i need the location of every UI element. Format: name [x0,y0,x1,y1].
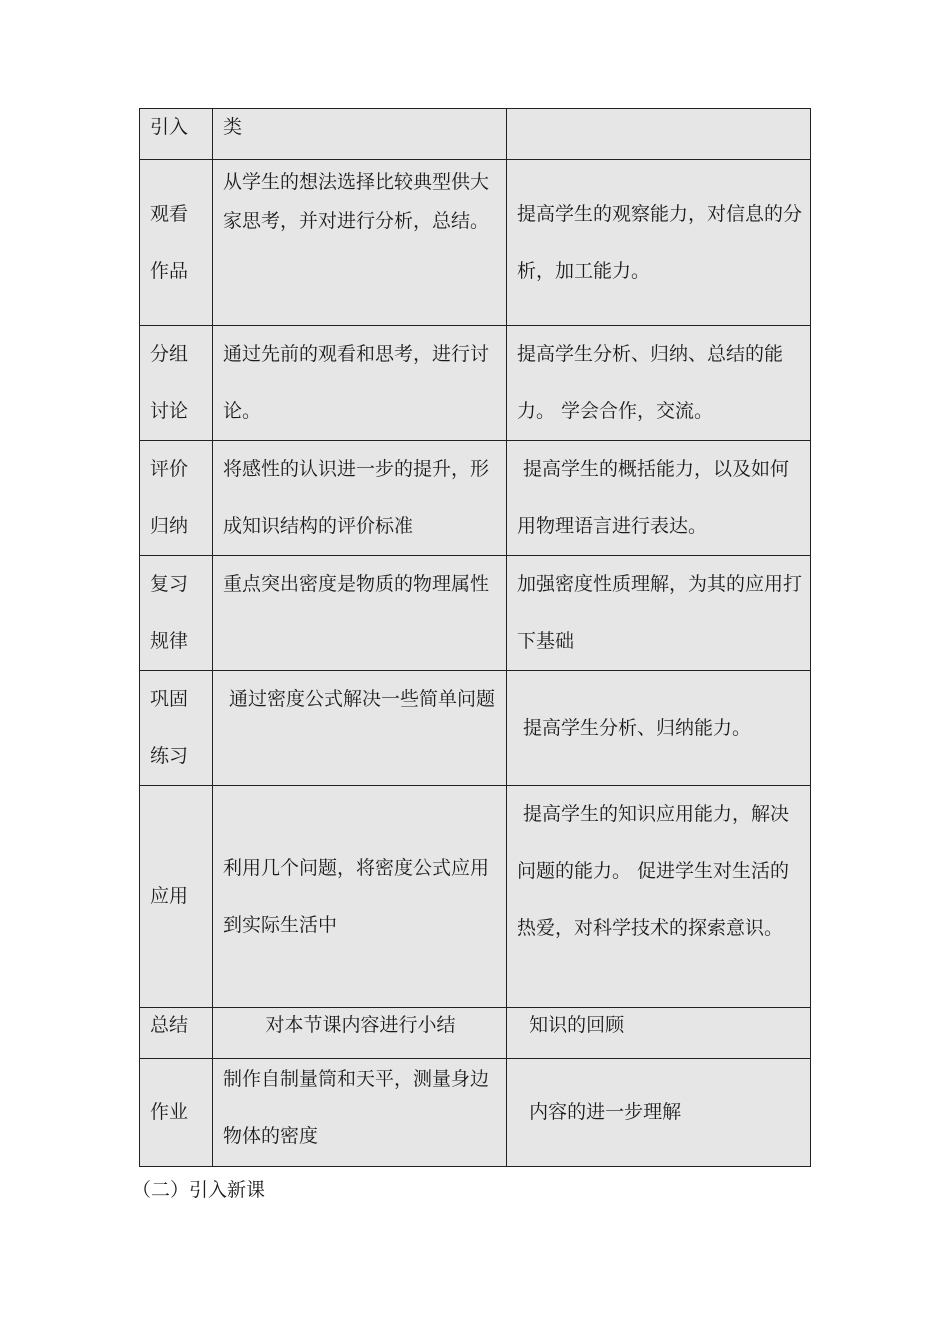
stage-cell: 应用 [140,786,213,1008]
table-row [140,671,811,786]
activity-cell: 对本节课内容进行小结 [213,1008,507,1059]
purpose-cell: 知识的回顾 [507,1008,811,1059]
activity-cell: 从学生的想法选择比较典型供大家思考，并对进行分析，总结。 [213,160,507,326]
stage-cell: 观看 作品 [140,160,213,326]
table-row [140,160,811,326]
purpose-cell [507,109,811,160]
activity-cell: 通过先前的观看和思考，进行讨论。 [213,326,507,441]
purpose-cell: 提高学生的知识应用能力，解决问题的能力。 促进学生对生活的热爱，对科学技术的探索意识。 [507,786,811,1008]
activity-cell: 重点突出密度是物质的物理属性 [213,556,507,671]
table-row [140,556,811,671]
table-row [140,1059,811,1167]
purpose-cell: 提高学生分析、归纳能力。 [507,671,811,786]
activity-cell: 制作自制量筒和天平，测量身边物体的密度 [213,1059,507,1167]
table-row [140,441,811,556]
table-row [140,109,811,160]
stage-cell: 总结 [140,1008,213,1059]
section-heading: （二）引入新课 [132,1179,266,1201]
stage-cell: 复习 规律 [140,556,213,671]
stage-cell: 评价 归纳 [140,441,213,556]
activity-cell: 利用几个问题，将密度公式应用到实际生活中 [213,786,507,1008]
table-row [140,786,811,1008]
stage-cell: 引入 [140,109,213,160]
purpose-cell: 提高学生分析、归纳、总结的能力。 学会合作，交流。 [507,326,811,441]
activity-cell: 类 [213,109,507,160]
purpose-cell: 提高学生的观察能力，对信息的分析，加工能力。 [507,160,811,326]
stage-cell: 分组 讨论 [140,326,213,441]
purpose-cell: 提高学生的概括能力，以及如何用物理语言进行表达。 [507,441,811,556]
activity-cell: 通过密度公式解决一些简单问题 [213,671,507,786]
purpose-cell: 内容的进一步理解 [507,1059,811,1167]
activity-cell: 将感性的认识进一步的提升，形成知识结构的评价标准 [213,441,507,556]
stage-cell: 作业 [140,1059,213,1167]
lesson-plan-table [139,108,811,1167]
stage-cell: 巩固 练习 [140,671,213,786]
purpose-cell: 加强密度性质理解，为其的应用打下基础 [507,556,811,671]
table-row [140,326,811,441]
